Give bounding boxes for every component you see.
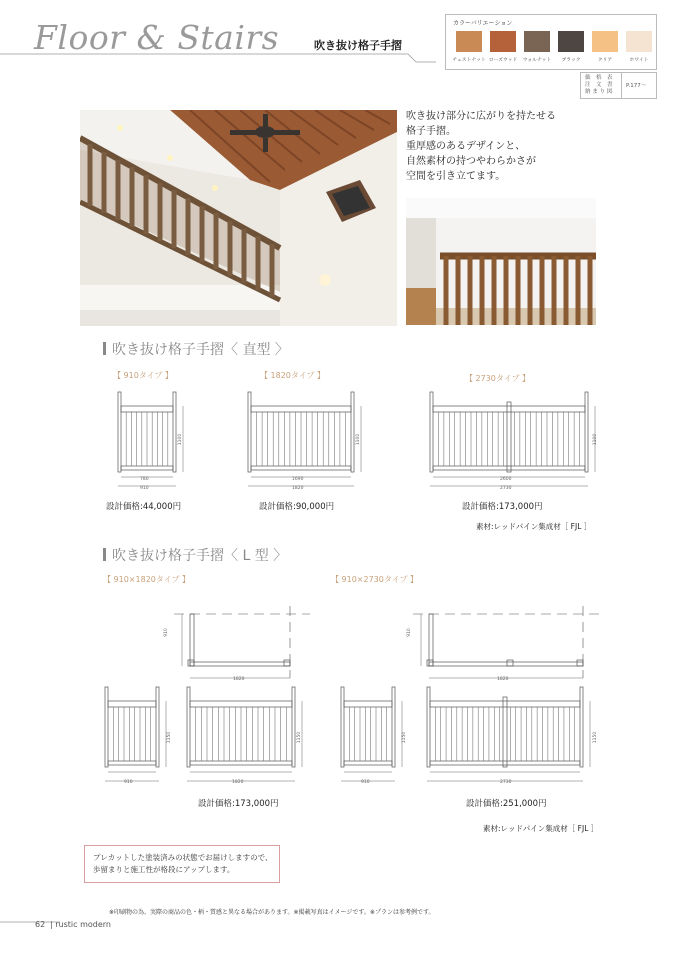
color-swatch [553,31,589,63]
dim-2730-outer: 2730 [500,486,512,491]
footer-disclaimer: ※印刷物の為、実際の商品の色・柄・質感と異なる場合があります。※掲載写真はイメージです。※プランは参考例です。 [109,909,435,916]
dim-1820-inner: 1690 [292,477,304,482]
description [406,109,556,184]
section-heading-lshape-text: 吹き抜け格子手摺〈 L 型 〉 [112,548,288,564]
plan-view-910x2730 [405,600,595,680]
heading-bar [103,548,106,561]
swatch-chip [626,31,652,52]
reference-divider [621,73,622,98]
plan1-long-dim: 1820 [233,677,245,682]
dim-910-height: 1100 [178,433,184,446]
el2-long-dim: 2730 [500,780,512,785]
heading-bar [103,342,106,355]
elevation-910x1820-long [184,685,309,785]
page-number: 62 [35,920,46,929]
description-line-3: 重厚感のあるデザインと、 [406,141,526,152]
dim-1820-height: 1100 [356,433,362,446]
material-lshape: 素材:レッドパイン集成材［ FJL ］ [483,824,599,833]
elevation-910x1820-short [100,685,165,785]
swatch-chip [490,31,516,52]
swatch-chip [592,31,618,52]
swatch-row [451,31,655,69]
color-variation-title: カラーバリエーション [453,20,513,27]
type-label-910: 【 910タイプ 】 [113,371,173,380]
elevation-910x2730-long [424,685,599,785]
swatch-label: クリア [597,58,613,63]
color-swatch [519,31,555,63]
reference-line-1: 価 格 表 [585,75,613,81]
main-photo [80,110,397,326]
color-swatch [485,31,521,63]
railing-elevation [118,392,183,486]
reference-box [580,72,657,99]
el2-short-dim: 910 [361,780,370,785]
dim-910-outer: 910 [140,486,149,491]
el1-short-height: 1150 [167,731,173,744]
railing-elevation [430,392,595,486]
note-line-1: プレカットした塗装済みの状態でお届けしますので、 [93,853,273,862]
plan-drawing [174,606,310,678]
dim-2730-inner: 2600 [500,477,512,482]
railing-drawing-2730 [428,390,603,490]
plan-drawing [413,606,603,678]
price-910x1820: 設計価格:173,000円 [198,799,279,809]
swatch-label: ブラック [561,58,581,63]
section-heading-straight [103,339,289,359]
color-swatch [451,31,487,63]
type-label-910x2730: 【 910×2730タイプ 】 [331,575,419,584]
note-box [84,845,280,883]
price-2730: 設計価格:173,000円 [462,502,543,512]
page-subtitle: 吹き抜け格子手摺 [314,39,402,52]
swatch-label: ウォルナット [522,58,552,63]
series-name: | rustic modern [50,920,111,929]
elevation-910x2730-short [336,685,401,785]
railing-elevation [248,392,361,486]
plan-view-910x1820 [170,600,300,680]
description-line-4: 自然素材の持つやわらかさが [406,156,536,167]
railing-elevation [427,687,590,781]
plan2-long-dim: 1820 [497,677,509,682]
plan1-short-dim: 910 [163,628,169,637]
type-label-910x1820: 【 910×1820タイプ 】 [103,575,191,584]
railing-drawing-1820 [244,390,364,490]
color-variation-panel [445,14,657,70]
reference-page: P.177～ [626,83,647,89]
section-heading-straight-text: 吹き抜け格子手摺〈 直型 〉 [112,342,289,358]
type-label-1820: 【 1820タイプ 】 [260,371,326,380]
price-910: 設計価格:44,000円 [106,502,182,512]
el2-long-height: 1150 [593,731,599,744]
note-line-2: 歩留まりと施工性が格段にアップします。 [93,865,235,874]
color-swatch [587,31,623,63]
reference-line-3: 納 ま り 図 [585,89,613,95]
el1-long-height: 1150 [297,731,303,744]
swatch-chip [524,31,550,52]
railing-elevation [187,687,302,781]
swatch-chip [558,31,584,52]
swatch-label: ローズウッド [488,58,518,63]
color-swatch [621,31,657,63]
secondary-photo [406,198,596,325]
swatch-label: チェストナット [452,58,486,63]
dim-2730-height: 1100 [593,433,599,446]
description-line-5: 空間を引き立てます。 [406,171,506,182]
railing-drawing-910 [116,390,186,490]
railing-elevation [105,687,166,781]
plan2-short-dim: 910 [406,628,412,637]
reference-line-2: 注 文 書 [585,82,613,88]
railing-elevation [341,687,402,781]
swatch-label: ホワイト [629,58,649,63]
type-label-2730: 【 2730タイプ 】 [465,374,531,383]
description-line-2: 格子手摺。 [406,126,456,137]
el1-short-dim: 910 [124,780,133,785]
swatch-chip [456,31,482,52]
page-title: Floor & Stairs [34,18,280,57]
dim-910-inner: 780 [140,477,149,482]
el1-long-dim: 1820 [232,780,244,785]
section-heading-lshape [103,545,287,565]
description-line-1: 吹き抜け部分に広がりを持たせる [406,111,556,122]
price-1820: 設計価格:90,000円 [259,502,335,512]
dim-1820-outer: 1820 [292,486,304,491]
el2-short-height: 1150 [402,731,408,744]
price-910x2730: 設計価格:251,000円 [466,799,547,809]
material-straight: 素材:レッドパイン集成材［ FJL ］ [476,522,592,531]
